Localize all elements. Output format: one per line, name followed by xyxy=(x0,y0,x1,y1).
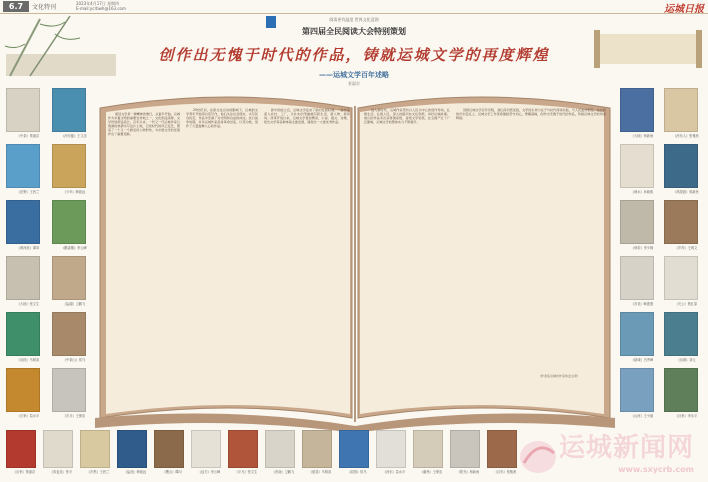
book-thumbnail xyxy=(52,200,96,250)
book-caption: 《荞麦花》张平 xyxy=(49,470,73,474)
book-thumbnail xyxy=(265,430,301,474)
article-column-5 xyxy=(456,108,606,368)
book-thumbnail xyxy=(664,200,708,250)
book-cover-image xyxy=(664,200,698,244)
book-cover-image xyxy=(664,144,698,188)
book-caption: 《涑水》孙晓燕 xyxy=(630,190,654,194)
book-caption: 《少年》韩振远 xyxy=(62,190,86,194)
book-cover-image xyxy=(664,312,698,356)
book-thumbnail xyxy=(117,430,153,474)
book-cover-image xyxy=(117,430,147,468)
book-caption: 《中条》景淑存 xyxy=(16,134,40,138)
book-thumbnail xyxy=(620,200,664,250)
article-column-4 xyxy=(364,108,450,414)
book-thumbnail xyxy=(339,430,375,474)
book-caption: 《百家》葛水平 xyxy=(16,414,40,418)
book-cover-image xyxy=(265,430,295,468)
book-cover-image xyxy=(6,144,40,188)
date-line xyxy=(76,1,126,11)
book-caption: 《平凡》张文生 xyxy=(234,470,258,474)
book-thumbnail xyxy=(664,312,708,362)
book-caption: 《故园》侯马 xyxy=(347,470,367,474)
book-cover-image xyxy=(487,430,517,468)
book-cover-image xyxy=(43,430,73,468)
book-thumbnail xyxy=(6,430,42,474)
book-thumbnail xyxy=(664,144,708,194)
email-line: E-mail:ycrbwh@163.com xyxy=(76,6,126,11)
book-thumbnail xyxy=(620,256,664,306)
page-subtitle: ——运城文学百年述略 xyxy=(319,71,389,79)
book-thumbnail xyxy=(620,88,664,138)
page-topbar xyxy=(0,0,708,14)
book-cover-image xyxy=(52,368,86,412)
book-caption: 《杏花》畅建康 xyxy=(630,302,654,306)
article-column-2 xyxy=(186,108,258,408)
book-caption: 《稷山》谭向 xyxy=(162,470,182,474)
book-caption: 《盐池》韩振远 xyxy=(123,470,147,474)
book-cover-image xyxy=(450,430,480,468)
book-thumbnail xyxy=(664,256,708,306)
book-caption: 《中条山》侯马 xyxy=(62,358,86,362)
book-caption: 《沃野》王西兰 xyxy=(16,190,40,194)
book-thumbnail xyxy=(52,88,96,138)
book-caption: 《夏县》马明高 xyxy=(308,470,332,474)
book-caption: 《百年》张雅茜 xyxy=(493,470,517,474)
book-caption: 《河东人》张雅茜 xyxy=(673,134,699,138)
book-cover-image xyxy=(6,430,36,468)
book-thumbnail xyxy=(450,430,486,474)
book-cover-image xyxy=(6,88,40,132)
book-caption: 《岁月》王保忠 xyxy=(62,414,86,418)
book-thumbnail xyxy=(43,430,79,474)
book-cover-image xyxy=(413,430,443,468)
book-cover-image xyxy=(376,430,406,468)
book-cover-image xyxy=(6,368,40,412)
book-cover-image xyxy=(6,256,40,300)
book-thumbnail xyxy=(302,430,338,474)
article-paragraph: 进入新时代，运城作家坚持以人民为中心的创作导向，扎根生活、扎根人民，深入挖掘河东文化资源，讲好运城故事。他们的作品多次获得国家级、省级文学奖项，在全国产生了广泛影响，运城文学的整体实力不断提升。 xyxy=(364,108,450,125)
book-thumbnail xyxy=(6,368,50,418)
book-caption: 《山河》王小朋 xyxy=(630,414,654,418)
book-cover-image xyxy=(620,312,654,356)
book-cover-image xyxy=(339,430,369,468)
book-caption: 《远方》李云峰 xyxy=(197,470,221,474)
book-thumbnail xyxy=(154,430,190,474)
book-thumbnail xyxy=(620,144,664,194)
book-caption: 《河东》葛水平 xyxy=(382,470,406,474)
book-thumbnail xyxy=(52,368,96,418)
book-cover-image xyxy=(52,144,86,188)
book-caption: 《鹳雀楼》李云峰 xyxy=(61,246,87,250)
book-thumbnail xyxy=(6,312,50,362)
book-thumbnail xyxy=(191,430,227,474)
newspaper-masthead: 运城日报 xyxy=(664,4,704,15)
book-thumbnail xyxy=(413,430,449,474)
book-thumbnail xyxy=(228,430,264,474)
watermark-url: www.sxycrb.com xyxy=(618,465,694,474)
book-caption: 《阳光》杨新雨 xyxy=(456,470,480,474)
book-cover-image xyxy=(6,312,40,356)
book-thumbnail xyxy=(52,312,96,362)
article-author: 景淑存 xyxy=(348,81,360,86)
book-thumbnail xyxy=(6,144,50,194)
book-thumbnail xyxy=(80,430,116,474)
book-caption: 《大地》张文生 xyxy=(16,302,40,306)
book-cover-image xyxy=(620,144,654,188)
article-paragraph: 回顾运城文学百年历程，我们深切感受到，文学的生命力在于与时代同频共振，与人民血肉相连。站在新的历史起点上，运城文学工作者将继续坚守初心，勇攀高峰，创作出无愧于时代的作品，铸就运城文学的再度辉煌。 xyxy=(456,108,606,121)
book-cover-image xyxy=(664,256,698,300)
article-paragraph: 新中国成立后，运城文学迎来了新的发展时期。一批作家深入农村、工厂，以朴实的笔触描写新生活、新人物、新风尚。改革开放以来，运城文学更加繁荣，小说、散文、诗歌、报告文学等各种体裁全面发展，涌现出一大批优秀作品。 xyxy=(264,108,350,125)
book-thumbnail xyxy=(6,200,50,250)
book-cover-image xyxy=(620,256,654,300)
publish-date: 2023年4月17日 星期四 xyxy=(76,1,120,6)
book-thumbnail xyxy=(664,368,708,418)
book-cover-image xyxy=(302,430,332,468)
book-caption: 《绿城》吕秀峰 xyxy=(630,358,654,362)
book-thumbnail xyxy=(620,312,664,362)
book-cover-image xyxy=(154,430,184,468)
book-caption: 《蒲州》王保忠 xyxy=(419,470,443,474)
book-thumbnail xyxy=(376,430,412,474)
special-feature-title: 第四届全民阅读大会特别策划 xyxy=(302,27,406,36)
book-cover-image xyxy=(80,430,110,468)
article-column-3 xyxy=(264,108,350,414)
book-caption: 《关公》焦红原 xyxy=(674,302,698,306)
book-cover-image xyxy=(52,200,86,244)
book-caption: 《诗经》马明高 xyxy=(16,358,40,362)
book-caption: 《舜帝》李少娥 xyxy=(630,246,654,250)
book-caption: 《乡村》王炳文 xyxy=(674,246,698,250)
book-thumbnail xyxy=(52,256,96,306)
book-cover-image xyxy=(620,200,654,244)
book-caption: 《大地》杨新雨 xyxy=(630,134,654,138)
book-caption: 《百家》景淑存 xyxy=(12,470,36,474)
book-cover-image xyxy=(6,200,40,244)
article-signoff: （作者系运城市作家协会主席） xyxy=(538,374,581,378)
book-cover-image xyxy=(620,88,654,132)
article-paragraph: 20世纪初，在新文化运动的影响下，运城的文学青年开始用白话写作，他们关注社会现实，书写民众疾苦，作品中充满了对光明和自由的向往。抗日战争时期，许多运城作家投身革命洪流，以笔为枪，创作了大量鼓舞人心的作品。 xyxy=(186,108,258,129)
book-cover-image xyxy=(664,368,698,412)
book-caption: 《风陵渡》郭新民 xyxy=(673,190,699,194)
article-column-1 xyxy=(108,112,180,412)
book-caption: 《晋南》卫鹏飞 xyxy=(271,470,295,474)
book-cover-image xyxy=(191,430,221,468)
book-caption: 《乡愁》王西兰 xyxy=(86,470,110,474)
book-caption: 《盐湖》卫鹏飞 xyxy=(62,302,86,306)
page-number: 6.7 xyxy=(3,1,29,12)
book-caption: 《河东蕴》王文忠 xyxy=(61,134,87,138)
book-thumbnail xyxy=(6,256,50,306)
book-caption: 《运城》刘云 xyxy=(676,358,696,362)
book-cover-image xyxy=(620,368,654,412)
book-thumbnail xyxy=(620,368,664,418)
book-thumbnail xyxy=(664,88,708,138)
article-paragraph: 阅读文学是一种精神的旅行，从童年开始。运城作为华夏文明的重要发祥地之一，文化积淀深厚，文学传统源远流长。百年以来，一代又一代运城作家以饱满的热情书写这片土地，记录时代的风云变迁，塑造了一个又一个鲜活的人物形象，为中国文学的发展作出了重要贡献。 xyxy=(108,112,180,137)
book-cover-image xyxy=(664,88,698,132)
book-cover-image xyxy=(52,256,86,300)
book-thumbnail xyxy=(6,88,50,138)
page-headline: 创作出无愧于时代的作品，铸就运城文学的再度辉煌 xyxy=(158,46,550,64)
header-kicker: 阅读更有温度 世界文化浸润 xyxy=(329,17,379,22)
watermark-text: 运城新闻网 xyxy=(558,433,694,463)
book-caption: 《百家》李永平 xyxy=(674,414,698,418)
book-thumbnail xyxy=(52,144,96,194)
section-name: 文化特刊 xyxy=(32,4,57,11)
book-cover-image xyxy=(228,430,258,468)
book-cover-image xyxy=(52,88,86,132)
book-caption: 《黄河浪》谭向 xyxy=(16,246,40,250)
book-cover-image xyxy=(52,312,86,356)
